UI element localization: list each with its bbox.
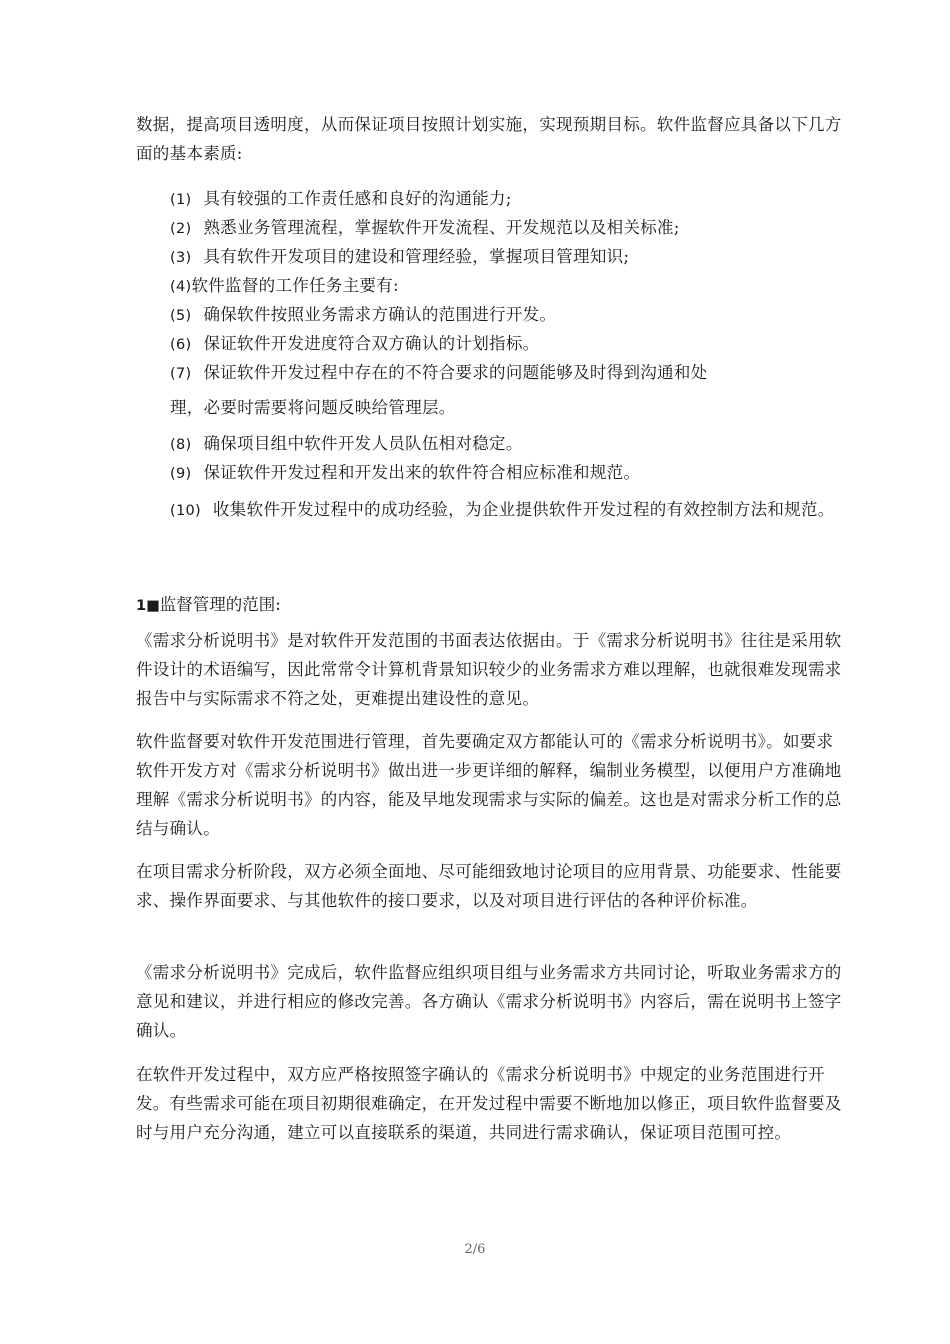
- section-heading: [136, 592, 281, 619]
- list-item: (1) 具有较强的工作责任感和良好的沟通能力;: [170, 189, 512, 208]
- body-paragraph: 在项目需求分析阶段，双方必须全面地、尽可能细致地讨论项目的应用背景、功能要求、性能要求、操作界面要求、与其他软件的接口要求，以及对项目进行评估的各种评价标准。: [136, 862, 842, 910]
- list-item: (5) 确保软件按照业务需求方确认的范围进行开发。: [170, 305, 557, 324]
- numbered-list: [170, 184, 870, 526]
- body-paragraph: 在软件开发过程中，双方应严格按照签字确认的《需求分析说明书》中规定的业务范围进行开发。有些需求可能在项目初期很难确定，在开发过程中需要不断地加以修正，项目软件监督要及时与用户充分沟通，建立可以直接联系的渠道，共同进行需求确认，保证项目范围可控。: [136, 1065, 842, 1142]
- section-number: 1■: [136, 598, 160, 614]
- page-number: 2/6: [464, 1242, 486, 1257]
- intro-paragraph: 数据，提高项目透明度，从而保证项目按照计划实施，实现预期目标。软件监督应具备以下几方面的基本素质:: [136, 115, 842, 163]
- list-item: (3) 具有软件开发项目的建设和管理经验，掌握项目管理知识;: [170, 247, 630, 266]
- list-item: (6) 保证软件开发进度符合双方确认的计划指标。: [170, 334, 540, 353]
- list-item: (8) 确保项目组中软件开发人员队伍相对稳定。: [170, 434, 523, 453]
- list-item-continuation: 理，必要时需要将问题反映给管理层。: [170, 398, 456, 417]
- list-item: (7) 保证软件开发过程中存在的不符合要求的问题能够及时得到沟通和处: [170, 363, 708, 382]
- list-item: (10) 收集软件开发过程中的成功经验，为企业提供软件开发过程的有效控制方法和规范。: [170, 500, 835, 519]
- list-item: (9) 保证软件开发过程和开发出来的软件符合相应标准和规范。: [170, 463, 641, 482]
- list-item: (2) 熟悉业务管理流程，掌握软件开发流程、开发规范以及相关标准;: [170, 218, 680, 237]
- list-item: (4)软件监督的工作任务主要有:: [170, 276, 399, 295]
- body-paragraph: 《需求分析说明书》完成后，软件监督应组织项目组与业务需求方共同讨论，听取业务需求方的意见和建议，并进行相应的修改完善。各方确认《需求分析说明书》内容后，需在说明书上签字确认。: [136, 963, 842, 1040]
- body-paragraph: 软件监督要对软件开发范围进行管理，首先要确定双方都能认可的《需求分析说明书》。如要求软件开发方对《需求分析说明书》做出进一步更详细的解释，编制业务模型，以便用户方准确地理解《需求分析说明书》的内容，能及早地发现需求与实际的偏差。这也是对需求分析工作的总结与确认。: [136, 732, 842, 838]
- body-paragraph: 《需求分析说明书》是对软件开发范围的书面表达依据由。于《需求分析说明书》往往是采用软件设计的术语编写，因此常常令计算机背景知识较少的业务需求方难以理解，也就很难发现需求报告中与实际需求不符之处，更难提出建设性的意见。: [136, 631, 842, 708]
- section-title: 监督管理的范围:: [159, 595, 281, 614]
